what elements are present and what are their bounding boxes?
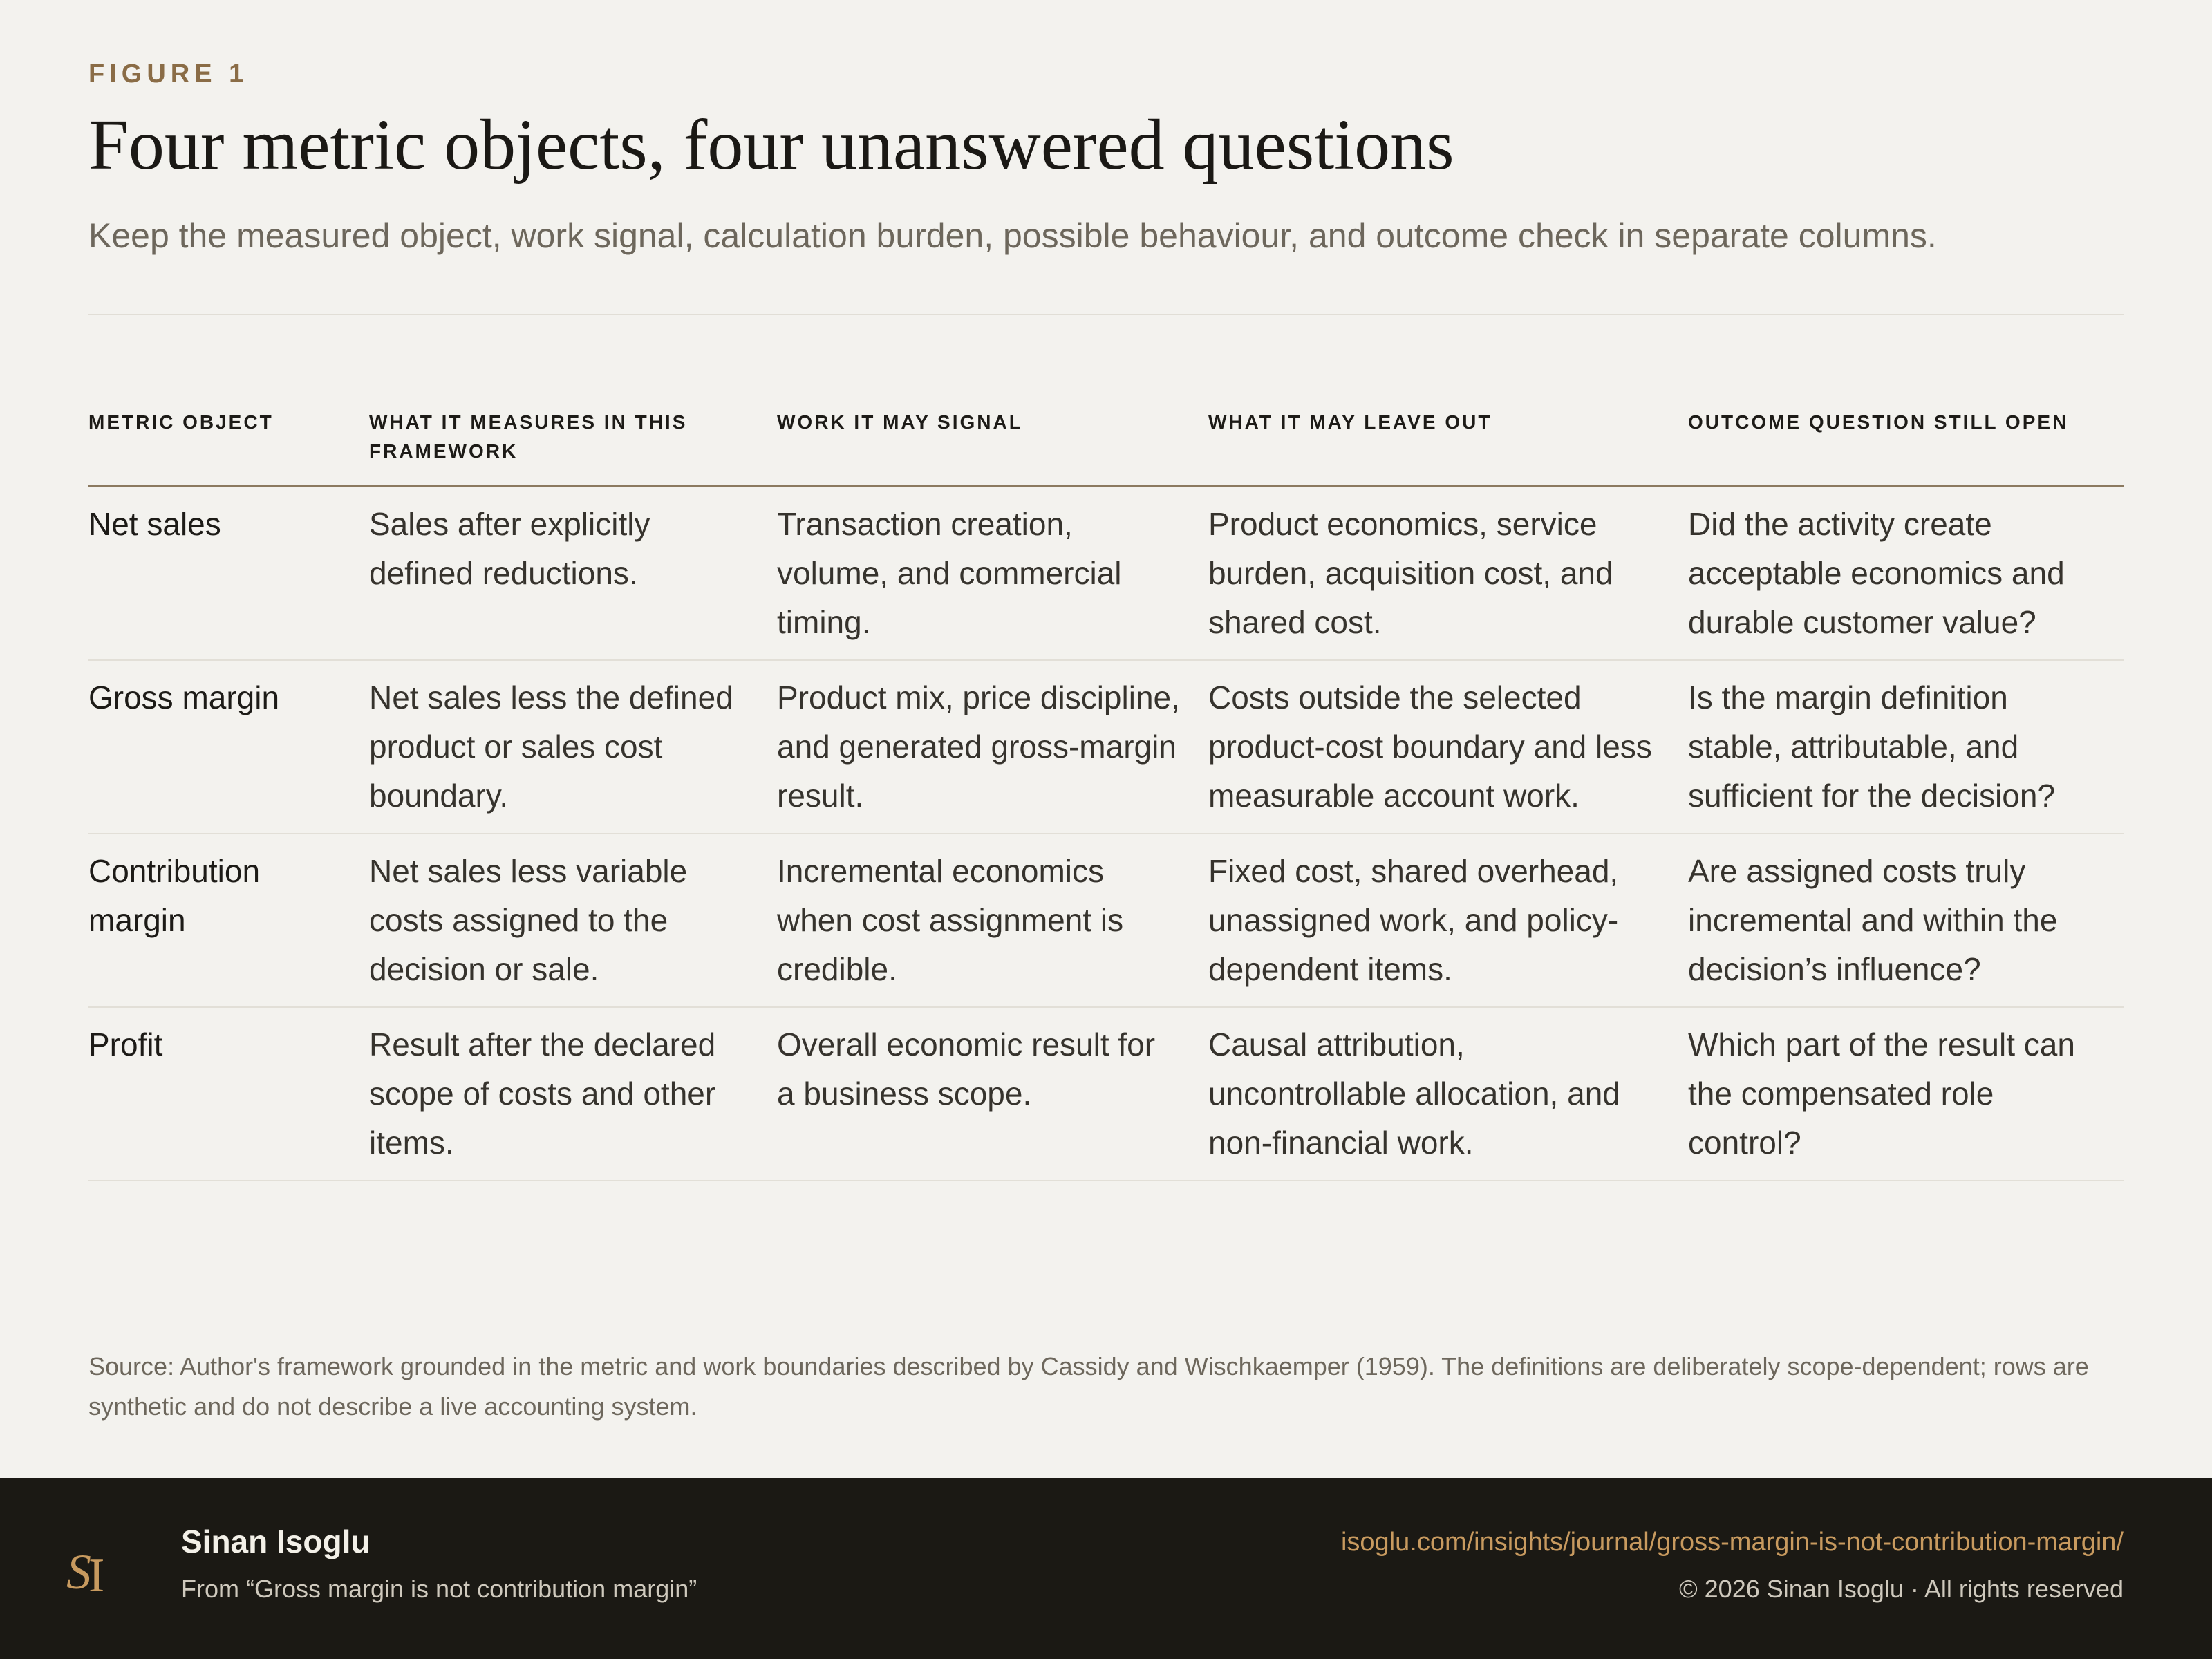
table-row — [88, 834, 2124, 1007]
column-header-metric-object: METRIC OBJECT — [88, 401, 369, 487]
cell-metric-object: Net sales — [88, 487, 369, 661]
column-header-outcome-question: OUTCOME QUESTION STILL OPEN — [1688, 401, 2124, 487]
source-note: Source: Author's framework grounded in the metric and work boundaries described by Cassidy and Wischkaemper (1959). The definitions are deliberately scope-dependent; rows are synthetic and do not describe a live accounting system. — [88, 1352, 2089, 1421]
monogram-logo-icon — [64, 1539, 119, 1601]
cell-outcome-question: Which part of the result can the compensated role control? — [1688, 1007, 2124, 1181]
cell-metric-object: Contribution margin — [88, 834, 369, 1007]
cell-work-signal: Transaction creation, volume, and commercial timing. — [777, 487, 1208, 661]
metric-table — [88, 401, 2124, 1181]
svg-text:S: S — [66, 1544, 91, 1600]
cell-measures: Sales after explicitly defined reductions. — [369, 487, 777, 661]
cell-work-signal: Overall economic result for a business scope. — [777, 1007, 1208, 1181]
copyright-notice: © 2026 Sinan Isoglu · All rights reserved — [1679, 1575, 2124, 1603]
cell-metric-object: Profit — [88, 1007, 369, 1181]
column-header-work-signal: WORK IT MAY SIGNAL — [777, 401, 1208, 487]
cell-leave-out: Costs outside the selected product-cost boundary and less measurable account work. — [1208, 660, 1688, 834]
page-subtitle: Keep the measured object, work signal, calculation burden, possible behaviour, and outcome check in separate columns. — [88, 216, 1937, 255]
author-name: Sinan Isoglu — [181, 1524, 371, 1559]
article-link[interactable]: isoglu.com/insights/journal/gross-margin-is-not-contribution-margin/ — [1340, 1528, 2124, 1557]
article-reference: From “Gross margin is not contribution margin” — [181, 1575, 697, 1603]
cell-leave-out: Fixed cost, shared overhead, unassigned work, and policy-dependent items. — [1208, 834, 1688, 1007]
table-row — [88, 1007, 2124, 1181]
table-row — [88, 487, 2124, 661]
table-row — [88, 660, 2124, 834]
cell-work-signal: Product mix, price discipline, and generated gross-margin result. — [777, 660, 1208, 834]
cell-measures: Net sales less the defined product or sales cost boundary. — [369, 660, 777, 834]
column-header-leave-out: WHAT IT MAY LEAVE OUT — [1208, 401, 1688, 487]
cell-measures: Net sales less variable costs assigned to the decision or sale. — [369, 834, 777, 1007]
svg-text:I: I — [88, 1549, 105, 1601]
figure-label: FIGURE 1 — [88, 59, 249, 88]
table-header-row — [88, 401, 2124, 487]
cell-outcome-question: Are assigned costs truly incremental and within the decision’s influence? — [1688, 834, 2124, 1007]
cell-leave-out: Product economics, service burden, acquisition cost, and shared cost. — [1208, 487, 1688, 661]
page-title: Four metric objects, four unanswered questions — [88, 105, 1454, 185]
footer — [0, 1478, 2212, 1659]
column-header-measures: WHAT IT MEASURES IN THIS FRAMEWORK — [369, 401, 777, 487]
cell-outcome-question: Did the activity create acceptable economics and durable customer value? — [1688, 487, 2124, 661]
cell-outcome-question: Is the margin definition stable, attributable, and sufficient for the decision? — [1688, 660, 2124, 834]
cell-leave-out: Causal attribution, uncontrollable allocation, and non-financial work. — [1208, 1007, 1688, 1181]
cell-metric-object: Gross margin — [88, 660, 369, 834]
cell-work-signal: Incremental economics when cost assignment is credible. — [777, 834, 1208, 1007]
divider — [88, 314, 2124, 315]
cell-measures: Result after the declared scope of costs and other items. — [369, 1007, 777, 1181]
